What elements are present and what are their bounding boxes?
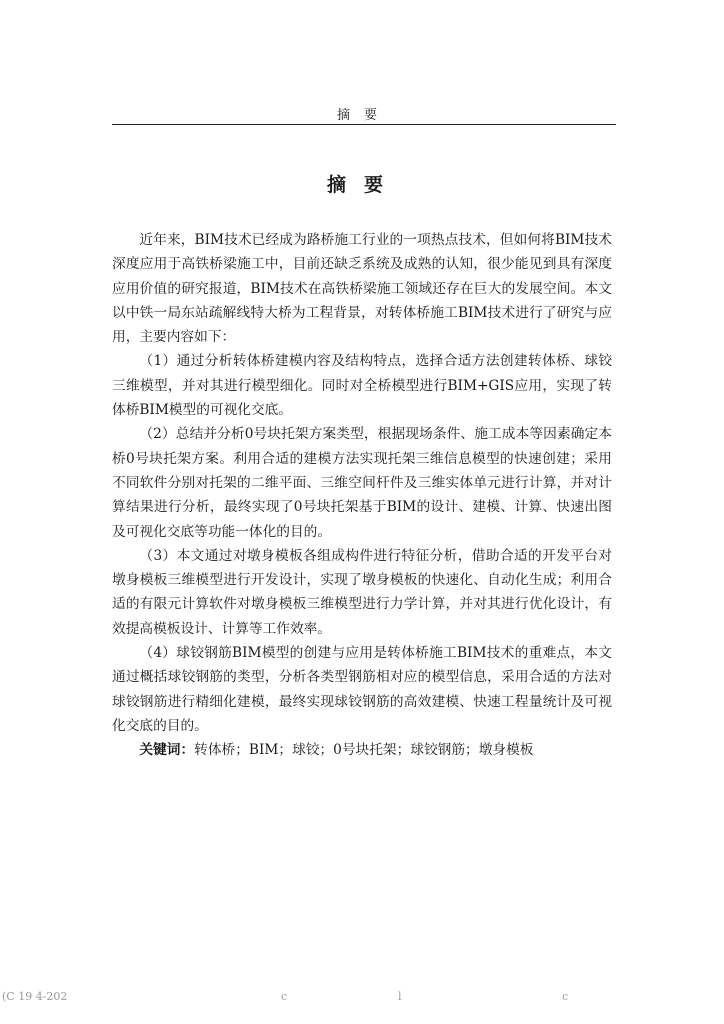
header-rule — [112, 124, 616, 125]
footer-fragment: c — [562, 990, 569, 1003]
abstract-body — [112, 228, 612, 763]
abstract-paragraph: （3）本文通过对墩身模板各组成构件进行特征分析，借助合适的开发平台对墩身模板三维模型进行开发设计，实现了墩身模板的快速化、自动化生成；利用合适的有限元计算软件对墩身模板三维模型进行力学计算，并对其进行优化设计，有效提高模板设计、计算等工作效率。 — [112, 547, 612, 637]
footer-fragment: (C 19 4-202 — [2, 990, 68, 1003]
footer-fragment: c — [281, 990, 288, 1003]
abstract-paragraph: （4）球铰钢筋BIM模型的创建与应用是转体桥施工BIM技术的重难点，本文通过概括球铰钢筋的类型，分析各类型钢筋相对应的模型信息，采用合适的方法对球铰钢筋进行精细化建模，最终实现球铰钢筋的高效建模、快速工程量统计及可视化交底的目的。 — [112, 645, 612, 734]
abstract-paragraph: （2）总结并分析0号块托架方案类型，根据现场条件、施工成本等因素确定本桥0号块托架方案。利用合适的建模方法实现托架三维信息模型的快速创建；采用不同软件分别对托架的二维平面、三维空间杆件及三维实体单元进行计算，并对计算结果进行分析，最终实现了0号块托架基于BIM的设计、建模、计算、快速出图及可视化交底等功能一体化的目的。 — [112, 426, 612, 540]
page-title: 摘要 — [326, 174, 401, 196]
running-header: 摘要 — [336, 108, 391, 123]
abstract-paragraph: 近年来，BIM技术已经成为路桥施工行业的一项热点技术，但如何将BIM技术深度应用于高铁桥梁施工中，目前还缺乏系统及成熟的认知，很少能见到具有深度应用价值的研究报道，BIM技术在高铁桥梁施工领域还存在巨大的发展空间。本文以中铁一局东站疏解线特大桥为工程背景，对转体桥施工BIM技术进行了研究与应用，主要内容如下： — [112, 232, 612, 346]
keywords-line — [112, 738, 612, 762]
keywords-text: 转体桥；BIM；球铰；0号块托架；球铰钢筋；墩身模板 — [194, 742, 534, 759]
footer-fragment: l — [398, 990, 402, 1003]
abstract-paragraph: （1）通过分析转体桥建模内容及结构特点，选择合适方法创建转体桥、球铰三维模型，并对其进行模型细化。同时对全桥模型进行BIM+GIS应用，实现了转体桥BIM模型的可视化交底。 — [112, 353, 612, 419]
keywords-label: 关键词： — [139, 742, 195, 759]
